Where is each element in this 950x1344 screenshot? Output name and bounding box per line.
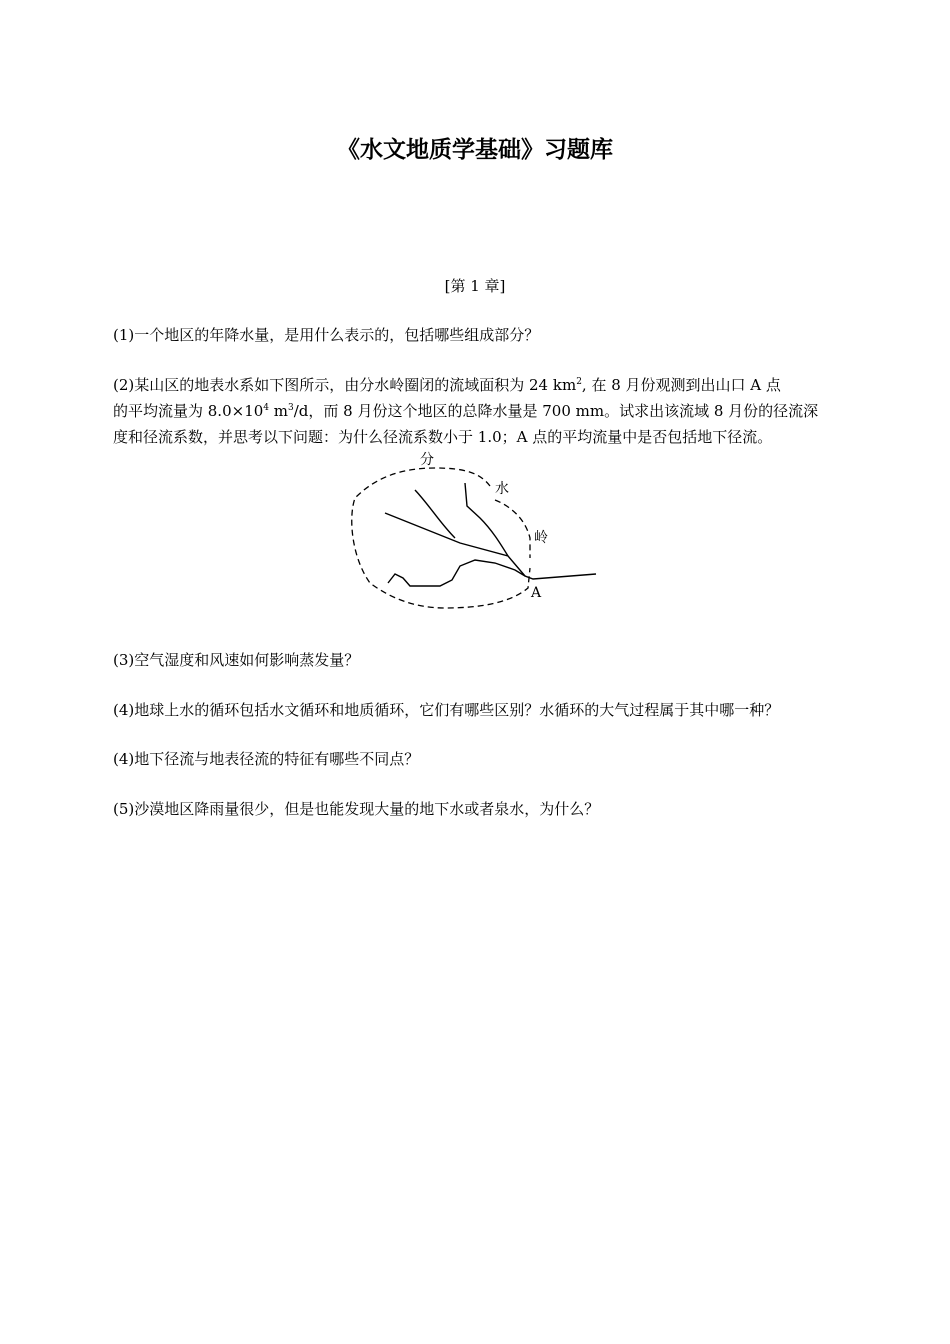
question-2-line-1: (2)某山区的地表水系如下图所示，由分水岭圈闭的流域面积为 24 $km^2$, 在 8 月份观测到出山口 A 点 <box>113 376 781 394</box>
label-fen: 分 <box>420 452 434 468</box>
watershed-diagram <box>340 448 610 618</box>
question-2-line-2: 的平均流量为 $8.0\times 10^4$ $m^3/d$，而 8 月份这个地区的总降水量是 700 mm。试求出该流域 8 月份的径流深 <box>113 402 819 420</box>
document-title: 《水文地质学基础》习题库 <box>337 136 613 163</box>
label-ling: 岭 <box>534 530 548 546</box>
question-1: (1)一个地区的年降水量，是用什么表示的，包括哪些组成部分？ <box>113 326 540 344</box>
watershed-divide-right <box>495 500 530 558</box>
question-3: (3)空气湿度和风速如何影响蒸发量？ <box>113 651 360 669</box>
tributary-1 <box>415 490 455 538</box>
tributary-3 <box>388 560 525 586</box>
watershed-svg <box>340 448 610 618</box>
question-4a: (4)地球上水的循环包括水文循环和地质循环，它们有哪些区别？水循环的大气过程属于其中哪一种？ <box>113 701 780 719</box>
question-5: (5)沙漠地区降雨量很少，但是也能发现大量的地下水或者泉水，为什么？ <box>113 800 600 818</box>
question-4b: (4)地下径流与地表径流的特征有哪些不同点？ <box>113 750 420 768</box>
label-outlet-a: A <box>531 585 542 601</box>
label-shui: 水 <box>495 481 509 497</box>
chapter-heading: [第 1 章] <box>444 277 506 295</box>
main-river <box>385 513 596 579</box>
question-2-line-3: 度和径流系数，并思考以下问题：为什么径流系数小于 1.0；A 点的平均流量中是否包括地下径流。 <box>113 428 773 446</box>
